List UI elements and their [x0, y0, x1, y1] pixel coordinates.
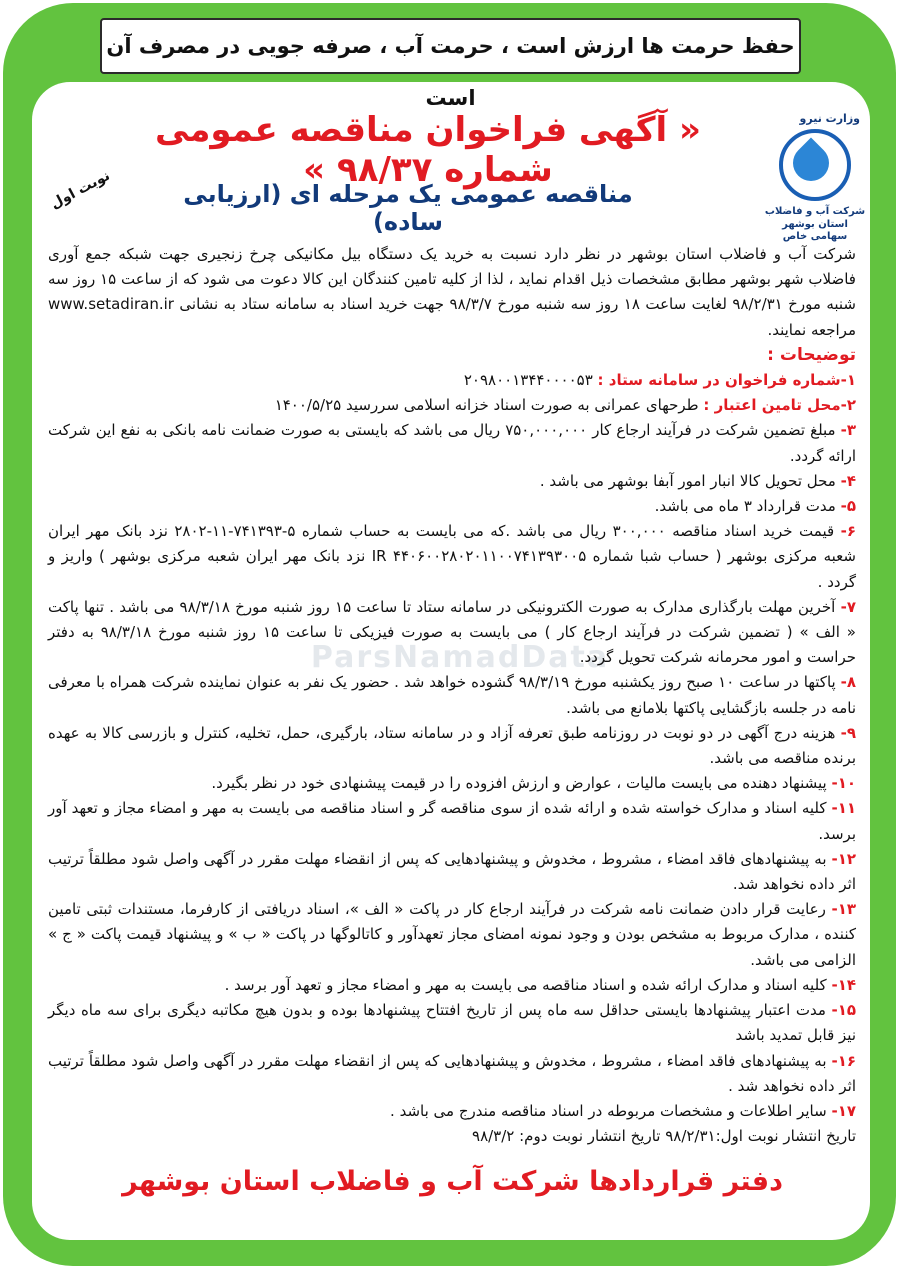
item-number: ۷-: [840, 597, 856, 616]
item-number: ۶-: [840, 522, 856, 541]
list-item: [48, 973, 856, 998]
company-type: سهامی خاص: [782, 231, 848, 242]
item-text: مبلغ تضمین شرکت در فرآیند ارجاع کار ۷۵۰,۰۰۰,۰۰۰ ریال می باشد که بایستی به صورت ضمانت نامه بانکی به نفع این شرکت ارائه گردد.: [48, 421, 856, 465]
list-item: [48, 721, 856, 771]
list-item: [48, 771, 856, 796]
item-text: پیشنهاد دهنده می بایست مالیات ، عوارض و ارزش افزوده را در قیمت پیشنهادی خود در نظر بگیرد.: [211, 774, 832, 793]
item-text: طرحهای عمرانی به صورت اسناد خزانه اسلامی سررسید ۱۴۰۰/۵/۲۵: [274, 396, 704, 415]
list-item: [48, 796, 856, 846]
list-item: [48, 519, 856, 595]
item-number: ۱۵-: [831, 1001, 856, 1020]
intro-paragraph: شرکت آب و فاضلاب استان بوشهر در نظر دارد نسبت به خرید یک دستگاه بیل مکانیکی چرخ زنجیری جهت شبکه جمع آوری فاضلاب شهر بوشهر مطابق مشخصات ذیل اقدام نماید ، لذا از کلیه تامین کنندگان این کالا دعوت می شود که از ساعت ۱۵ روز سه شنبه مورخ ۹۸/۲/۳۱ لغایت ساعت ۱۸ روز سه شنبه مورخ ۹۸/۳/۷ جهت خرید اسناد به سامانه ستاد به نشانی www.setadiran.ir مراجعه نمایند.: [48, 245, 856, 339]
item-label: شماره فراخوان در سامانه ستاد :: [597, 371, 841, 390]
item-text: ۲۰۹۸۰۰۱۳۴۴۰۰۰۰۵۳: [463, 371, 598, 390]
top-banner: حفظ حرمت ها ارزش است ، حرمت آب ، صرفه جویی در مصرف آن است: [100, 18, 801, 74]
item-text: مدت اعتبار پیشنهادها بایستی حداقل سه ماه پس از تاریخ افتتاح پیشنهادها بوده و بدون هیچ مکاتبه دیگری برای سه ماه دیگر نیز قابل تمدید باشد: [48, 1001, 856, 1045]
item-number: ۱۷-: [831, 1101, 856, 1120]
watermark-text: ParsNamadData: [310, 640, 610, 675]
list-item: [48, 393, 856, 418]
list-item: [48, 368, 856, 393]
item-number: ۹-: [840, 723, 856, 742]
company-name: شرکت آب و فاضلاب استان بوشهر: [764, 206, 866, 230]
item-text: سایر اطلاعات و مشخصات مربوطه در اسناد مناقصه مندرج می باشد .: [390, 1101, 832, 1120]
publish-dates: تاریخ انتشار نوبت اول:۹۸/۲/۳۱ تاریخ انتشار نوبت دوم: ۹۸/۳/۲: [472, 1127, 856, 1146]
item-text: محل تحویل کالا انبار امور آبفا بوشهر می باشد .: [539, 471, 841, 490]
list-item: [48, 1099, 856, 1124]
item-text: قیمت خرید اسناد مناقصه ۳۰۰,۰۰۰ ریال می باشد .که می بایست به حساب شماره ۵-۷۴۱۳۹۳-۱۱-۲۸۰۲ نزد بانک مهر ایران شعبه مرکزی بوشهر ( حساب شبا شماره IR ۴۴۰۶۰۰۲۸۰۲۰۱۱۰۰۷۴۱۳۹۳۰۰۵ نزد بانک مهر ایران شعبه مرکزی بوشهر ) واریز و گردد .: [48, 522, 856, 591]
water-drop-icon: [779, 129, 851, 201]
list-item: [48, 595, 856, 671]
list-item: [48, 998, 856, 1048]
item-number: ۱۳-: [831, 900, 856, 919]
notice-title: « آگهی فراخوان مناقصه عمومی شماره ۹۸/۳۷ »: [154, 110, 701, 190]
list-item: [48, 670, 856, 720]
item-text: به پیشنهادهای فاقد امضاء ، مشروط ، مخدوش و پیشنهادهایی که پس از انقضاء مهلت مقرر در آگهی واصل شود مطلقاً ترتیب اثر داده نخواهد شد .: [48, 1051, 856, 1095]
item-number: ۱-: [840, 371, 856, 390]
list-item: [48, 1049, 856, 1099]
item-number: ۸-: [840, 673, 857, 692]
item-number: ۴-: [840, 471, 856, 490]
notes-heading: توضیحات :: [767, 344, 856, 365]
item-text: هزینه درج آگهی در دو نوبت در روزنامه طبق تعرفه آزاد و در سامانه ستاد، بارگیری، حمل، تخلیه، کنترل و بازرسی کالا به عهده برنده مناقصه می باشد.: [48, 723, 856, 768]
item-text: مدت قرارداد ۳ ماه می باشد.: [654, 497, 841, 516]
item-label: محل تامین اعتبار :: [703, 396, 841, 415]
list-item: [48, 897, 856, 973]
item-text: رعایت قرار دادن ضمانت نامه شرکت در فرآیند ارجاع کار در پاکت « الف »، اسناد دریافتی از کارفرما، مستندات ثبتی تامین کننده ، مدارک مربوط به مشخص بودن و وجود نمونه امضای مجاز تعهدآور و کاتالوگها در پاکت « ب » و پیشنهاد قیمت پاکت « ج » الزامی می باشد.: [48, 900, 856, 969]
list-item: [48, 494, 856, 519]
item-text: پاکتها در ساعت ۱۰ صبح روز یکشنبه مورخ ۹۸/۳/۱۹ گشوده خواهد شد . حضور یک نفر به عنوان نماینده شرکت همراه با معرفی نامه در جلسه بازگشایی پاکتها بلامانع می باشد.: [48, 673, 856, 717]
item-number: ۱۰-: [831, 774, 856, 793]
item-number: ۱۴-: [831, 975, 856, 994]
item-number: ۵-: [840, 497, 856, 516]
notes-list: [48, 368, 856, 1124]
item-number: ۳-: [840, 421, 856, 440]
notice-subtitle: مناقصه عمومی یک مرحله ای (ارزیابی ساده): [183, 180, 633, 236]
list-item: [48, 469, 856, 494]
footer-signature: دفتر قراردادها شرکت آب و فاضلاب استان بوشهر: [122, 1166, 783, 1197]
item-text: به پیشنهادهای فاقد امضاء ، مشروط ، مخدوش و پیشنهادهایی که پس از انقضاء مهلت مقرر در آگهی واصل شود مطلقاً ترتیب اثر داده نخواهد شد.: [48, 849, 856, 894]
item-number: ۱۲-: [831, 849, 856, 868]
ministry-label: وزارت نیرو: [799, 112, 860, 125]
list-item: [48, 418, 856, 468]
item-text: آخرین مهلت بارگذاری مدارک به صورت الکترونیکی در سامانه ستاد تا ساعت ۱۵ روز شنبه مورخ ۹۸/۳/۱۸ می باشد . تنها پاکت « الف » ( تضمین شرکت در فرآیند ارجاع کار ) می بایست به صورت فیزیکی تا ساعت ۱۵ روز شنبه مورخ ۹۸/۳/۱۸ به دفتر حراست و امور محرمانه شرکت تحویل گردد.: [48, 597, 856, 667]
item-number: ۱۱-: [831, 799, 856, 818]
notice-body: [48, 242, 856, 1149]
item-number: ۲-: [840, 396, 856, 415]
item-text: کلیه اسناد و مدارک خواسته شده و ارائه شده از سوی مناقصه گر و اسناد مناقصه می بایست به مهر و امضاء مجاز و تعهد آور برسد.: [48, 799, 856, 843]
item-number: ۱۶-: [831, 1051, 856, 1070]
item-text: کلیه اسناد و مدارک ارائه شده و اسناد مناقصه می بایست به مهر و امضاء مجاز و تعهد آور برسد .: [224, 975, 832, 994]
company-logo: [752, 112, 878, 242]
list-item: [48, 847, 856, 897]
round-label: نوبت اول: [48, 167, 113, 213]
